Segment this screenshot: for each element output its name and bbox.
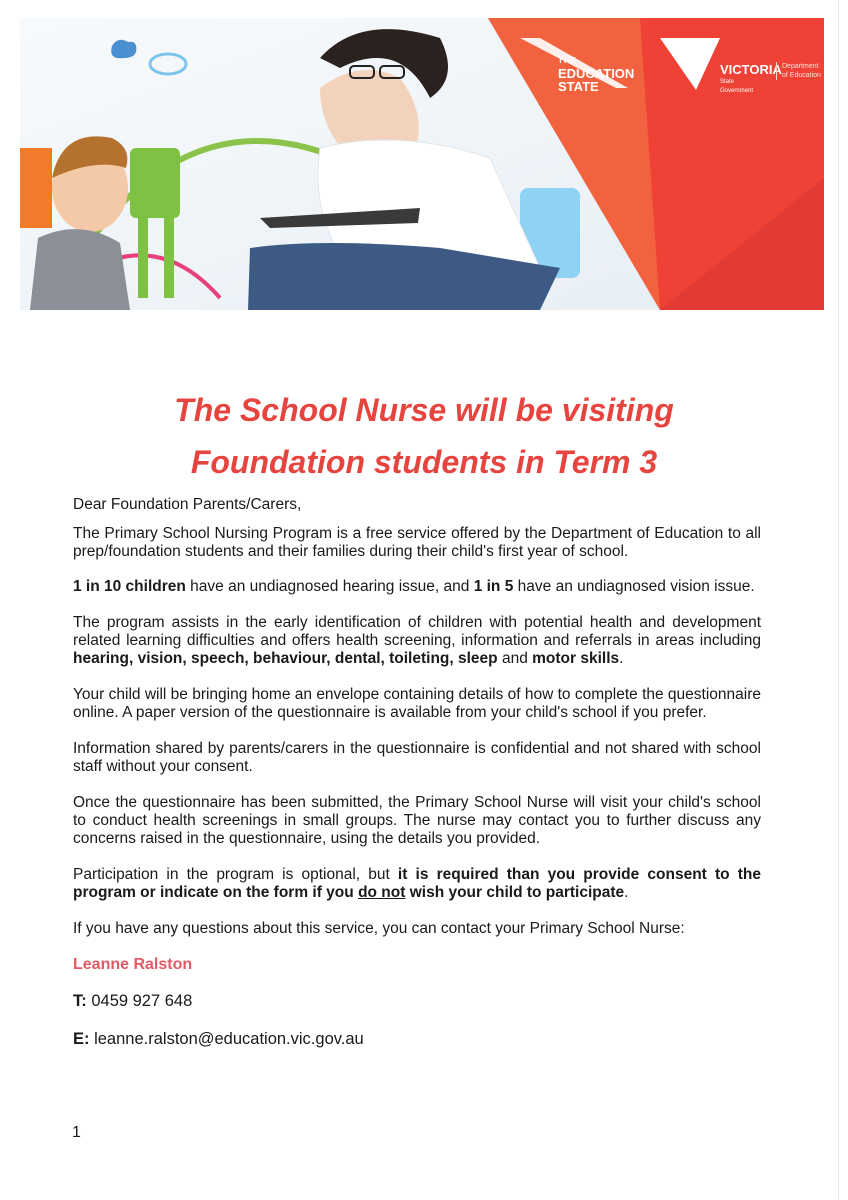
headline-line-1: The School Nurse will be visiting [174,392,674,428]
victoria-logo [720,62,782,95]
email-label: E: [73,1030,90,1048]
consent-bold-1: it is required than you provide consent to the program or indicate on the form if you [73,866,761,901]
phone-label: T: [73,992,87,1010]
headline-line-2: Foundation students in Term 3 [190,444,658,480]
consent-text-1: Participation in the program is optional, but [73,866,398,883]
areas-text-3: . [619,650,624,667]
logo-state-text: State [720,79,735,85]
contact-email [73,1030,364,1049]
scan-edge-line [838,0,839,1200]
logo-state: STATE [558,79,599,94]
paragraph-program-areas [73,614,761,668]
logo-education: EDUCATION [558,66,635,81]
logo-victoria: VICTORIA [720,62,782,77]
stat-hearing: 1 in 10 children [73,578,186,595]
stat-text-2: have an undiagnosed vision issue. [513,578,755,595]
logo-the: THE [558,56,577,65]
phone-number: 0459 927 648 [91,992,193,1010]
logo-department-line2: of Education [782,72,821,79]
consent-text-2: . [624,884,629,901]
header-banner [20,18,824,310]
areas-motor-skills: motor skills [532,650,620,667]
paragraph-nurse-visit: Once the questionnaire has been submitted, the Primary School Nurse will visit your child's school to conduct health screenings in small groups. The nurse may contact you to further discuss any concerns raised in the questionnaire, using the details you provided. [73,794,761,847]
nurse-name: Leanne Ralston [73,956,193,973]
department-logo [776,62,821,80]
greeting: Dear Foundation Parents/Carers, [73,496,302,513]
consent-do-not: do not [358,884,406,901]
education-state-logo [558,54,634,93]
page-number: 1 [72,1124,81,1141]
paragraph-statistics [73,578,761,596]
areas-list: hearing, vision, speech, behaviour, dental, toileting, sleep [73,650,498,667]
contact-phone [73,992,192,1011]
paragraph-questions: If you have any questions about this service, you can contact your Primary School Nurse: [73,920,685,937]
logo-department-line1: Department [782,63,819,70]
paragraph-envelope: Your child will be bringing home an envelope containing details of how to complete the questionnaire online. A paper version of the questionnaire is available from your child's school if you prefer. [73,686,761,721]
email-address: leanne.ralston@education.vic.gov.au [94,1030,364,1048]
paragraph-confidential: Information shared by parents/carers in the questionnaire is confidential and not shared with school staff without your consent. [73,740,761,775]
paragraph-program-intro: The Primary School Nursing Program is a free service offered by the Department of Education to all prep/foundation students and their families during their child's first year of school. [73,525,761,560]
areas-text-2: and [497,650,533,667]
logo-government-text: Government [720,88,754,94]
stat-text-1: have an undiagnosed hearing issue, and [185,578,474,595]
banner-illustration [20,18,824,310]
areas-text-1: The program assists in the early identification of children with potential health and development related learning difficulties and offers health screening, information and referrals in areas including [73,614,761,649]
paragraph-consent [73,866,761,902]
stat-vision: 1 in 5 [473,578,514,595]
consent-bold-2: wish your child to participate [405,884,625,901]
